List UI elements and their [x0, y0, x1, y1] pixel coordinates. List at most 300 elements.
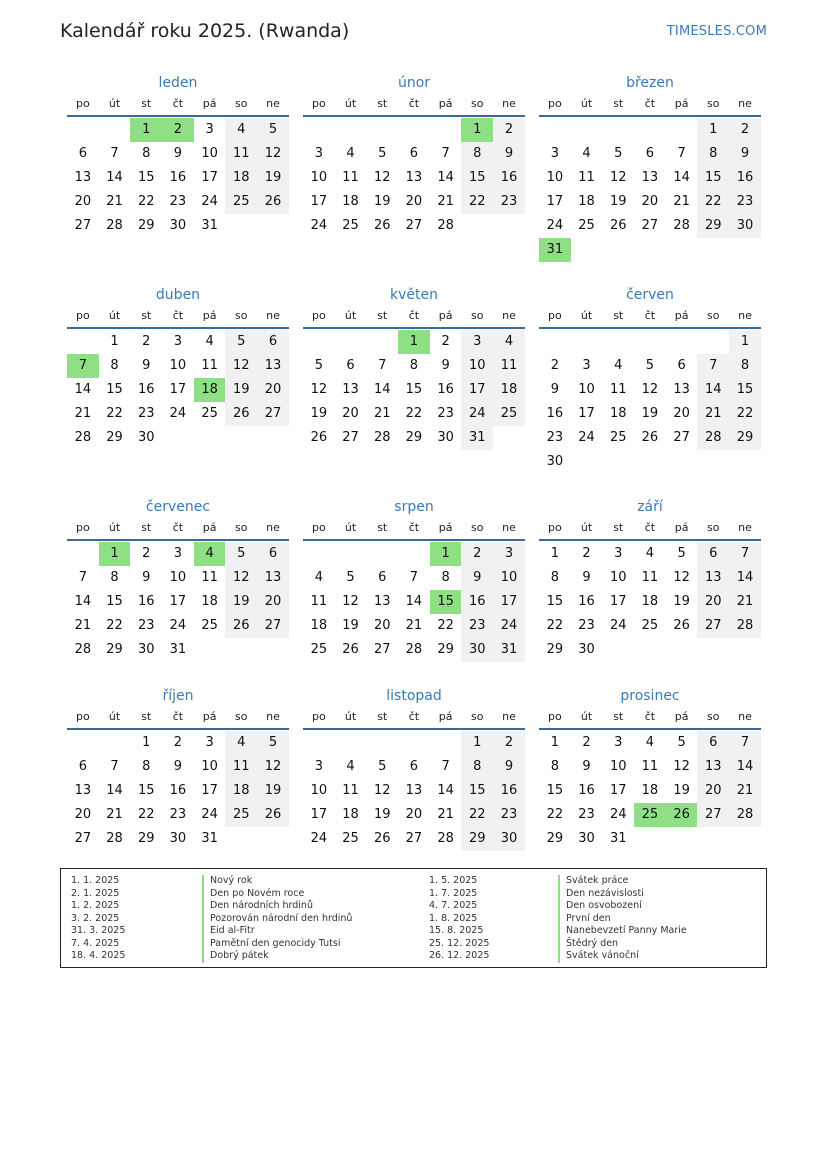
holiday-day[interactable]: 2	[162, 118, 194, 142]
day-cell[interactable]: 23	[169, 194, 187, 209]
day-cell[interactable]: 3	[205, 735, 214, 750]
day-cell[interactable]: 7	[78, 570, 87, 585]
day-cell[interactable]: 27	[405, 831, 423, 846]
day-cell[interactable]: 6	[697, 542, 729, 566]
day-cell[interactable]: 23	[578, 618, 595, 633]
day-cell[interactable]: 19	[225, 590, 257, 614]
day-cell[interactable]: 10	[493, 566, 525, 590]
day-cell[interactable]: 20	[257, 378, 289, 402]
day-cell[interactable]: 17	[461, 378, 493, 402]
day-cell[interactable]: 28	[729, 803, 761, 827]
day-cell[interactable]: 18	[641, 783, 659, 798]
day-cell[interactable]: 5	[346, 570, 355, 585]
day-cell[interactable]: 11	[310, 594, 328, 609]
day-cell[interactable]: 17	[169, 382, 187, 397]
day-cell[interactable]: 8	[550, 759, 559, 774]
day-cell[interactable]: 19	[373, 194, 391, 209]
day-cell[interactable]: 15	[137, 783, 155, 798]
day-cell[interactable]: 26	[373, 831, 391, 846]
day-cell[interactable]: 23	[437, 406, 454, 421]
day-cell[interactable]: 22	[546, 807, 564, 822]
day-cell[interactable]: 22	[437, 618, 454, 633]
day-cell[interactable]: 6	[257, 542, 289, 566]
day-cell[interactable]: 10	[169, 358, 187, 373]
day-cell[interactable]: 11	[342, 170, 359, 185]
day-cell[interactable]: 20	[697, 590, 729, 614]
day-cell[interactable]: 2	[729, 118, 761, 142]
day-cell[interactable]: 25	[201, 618, 218, 633]
day-cell[interactable]: 24	[461, 402, 493, 426]
day-cell[interactable]: 4	[645, 735, 655, 750]
day-cell[interactable]: 11	[225, 755, 257, 779]
day-cell[interactable]: 20	[257, 590, 289, 614]
day-cell[interactable]: 26	[641, 430, 659, 445]
day-cell[interactable]: 20	[74, 194, 92, 209]
day-cell[interactable]: 2	[173, 735, 183, 750]
day-cell[interactable]: 12	[342, 594, 359, 609]
day-cell[interactable]: 31	[461, 426, 493, 450]
day-cell[interactable]: 12	[673, 570, 690, 585]
day-cell[interactable]: 17	[310, 194, 328, 209]
day-cell[interactable]: 24	[578, 430, 595, 445]
day-cell[interactable]: 10	[461, 354, 493, 378]
day-cell[interactable]: 14	[697, 378, 729, 402]
day-cell[interactable]: 25	[578, 218, 595, 233]
day-cell[interactable]: 28	[437, 218, 454, 233]
day-cell[interactable]: 25	[201, 406, 218, 421]
day-cell[interactable]: 27	[373, 642, 391, 657]
day-cell[interactable]: 21	[74, 406, 92, 421]
day-cell[interactable]: 2	[550, 358, 559, 373]
day-cell[interactable]: 10	[609, 759, 627, 774]
day-cell[interactable]: 29	[106, 430, 123, 445]
day-cell[interactable]: 16	[493, 779, 525, 803]
day-cell[interactable]: 19	[225, 378, 257, 402]
day-cell[interactable]: 9	[550, 382, 559, 397]
day-cell[interactable]: 1	[729, 330, 761, 354]
day-cell[interactable]: 8	[110, 358, 119, 373]
day-cell[interactable]: 12	[673, 759, 690, 774]
day-cell[interactable]: 26	[225, 402, 257, 426]
day-cell[interactable]: 13	[405, 170, 423, 185]
day-cell[interactable]: 20	[342, 406, 359, 421]
day-cell[interactable]: 15	[729, 378, 761, 402]
day-cell[interactable]: 14	[74, 594, 92, 609]
day-cell[interactable]: 30	[546, 454, 564, 469]
day-cell[interactable]: 26	[609, 218, 627, 233]
day-cell[interactable]: 23	[137, 406, 155, 421]
day-cell[interactable]: 1	[142, 735, 151, 750]
day-cell[interactable]: 28	[697, 426, 729, 450]
day-cell[interactable]: 17	[609, 783, 627, 798]
day-cell[interactable]: 6	[409, 146, 419, 161]
day-cell[interactable]: 13	[641, 170, 659, 185]
day-cell[interactable]: 20	[673, 406, 690, 421]
day-cell[interactable]: 17	[201, 170, 218, 185]
day-cell[interactable]: 27	[74, 218, 92, 233]
day-cell[interactable]: 21	[729, 590, 761, 614]
day-cell[interactable]: 18	[201, 594, 218, 609]
day-cell[interactable]: 27	[673, 430, 690, 445]
day-cell[interactable]: 27	[641, 218, 659, 233]
holiday-day[interactable]: 1	[130, 118, 162, 142]
day-cell[interactable]: 14	[74, 382, 92, 397]
day-cell[interactable]: 4	[614, 358, 623, 373]
day-cell[interactable]: 25	[641, 618, 659, 633]
day-cell[interactable]: 18	[225, 779, 257, 803]
day-cell[interactable]: 26	[310, 430, 328, 445]
day-cell[interactable]: 12	[609, 170, 627, 185]
day-cell[interactable]: 15	[461, 779, 493, 803]
day-cell[interactable]: 3	[173, 334, 183, 349]
day-cell[interactable]: 25	[493, 402, 525, 426]
day-cell[interactable]: 23	[493, 803, 525, 827]
day-cell[interactable]: 25	[609, 430, 627, 445]
day-cell[interactable]: 21	[437, 807, 454, 822]
day-cell[interactable]: 9	[582, 570, 591, 585]
day-cell[interactable]: 14	[106, 170, 123, 185]
day-cell[interactable]: 7	[110, 146, 119, 161]
day-cell[interactable]: 12	[257, 142, 289, 166]
day-cell[interactable]: 15	[697, 166, 729, 190]
day-cell[interactable]: 24	[201, 807, 218, 822]
day-cell[interactable]: 6	[677, 358, 686, 373]
day-cell[interactable]: 29	[137, 831, 155, 846]
day-cell[interactable]: 11	[609, 382, 627, 397]
day-cell[interactable]: 23	[493, 190, 525, 214]
day-cell[interactable]: 27	[257, 402, 289, 426]
day-cell[interactable]: 10	[201, 146, 218, 161]
day-cell[interactable]: 1	[697, 118, 729, 142]
day-cell[interactable]: 24	[169, 406, 187, 421]
day-cell[interactable]: 13	[697, 755, 729, 779]
day-cell[interactable]: 3	[314, 146, 323, 161]
day-cell[interactable]: 6	[697, 731, 729, 755]
day-cell[interactable]: 27	[697, 803, 729, 827]
day-cell[interactable]: 8	[441, 570, 450, 585]
day-cell[interactable]: 14	[729, 755, 761, 779]
day-cell[interactable]: 13	[257, 566, 289, 590]
holiday-day[interactable]: 1	[430, 542, 462, 566]
day-cell[interactable]: 20	[641, 194, 659, 209]
day-cell[interactable]: 14	[729, 566, 761, 590]
day-cell[interactable]: 25	[310, 642, 328, 657]
day-cell[interactable]: 17	[609, 594, 627, 609]
day-cell[interactable]: 30	[437, 430, 454, 445]
day-cell[interactable]: 3	[173, 546, 183, 561]
holiday-day[interactable]: 1	[461, 118, 493, 142]
day-cell[interactable]: 15	[546, 594, 564, 609]
day-cell[interactable]: 16	[729, 166, 761, 190]
day-cell[interactable]: 16	[461, 590, 493, 614]
day-cell[interactable]: 3	[461, 330, 493, 354]
day-cell[interactable]: 11	[493, 354, 525, 378]
day-cell[interactable]: 28	[729, 614, 761, 638]
day-cell[interactable]: 18	[578, 194, 595, 209]
day-cell[interactable]: 1	[110, 334, 119, 349]
day-cell[interactable]: 28	[405, 642, 423, 657]
day-cell[interactable]: 7	[729, 542, 761, 566]
day-cell[interactable]: 9	[493, 755, 525, 779]
day-cell[interactable]: 10	[609, 570, 627, 585]
holiday-day[interactable]: 25	[634, 803, 666, 827]
day-cell[interactable]: 21	[437, 194, 454, 209]
day-cell[interactable]: 14	[437, 170, 454, 185]
day-cell[interactable]: 11	[201, 358, 218, 373]
day-cell[interactable]: 22	[461, 803, 493, 827]
day-cell[interactable]: 16	[493, 166, 525, 190]
day-cell[interactable]: 20	[697, 779, 729, 803]
day-cell[interactable]: 21	[74, 618, 92, 633]
day-cell[interactable]: 31	[201, 218, 218, 233]
day-cell[interactable]: 10	[201, 759, 218, 774]
day-cell[interactable]: 27	[74, 831, 92, 846]
day-cell[interactable]: 28	[74, 430, 92, 445]
day-cell[interactable]: 21	[729, 779, 761, 803]
day-cell[interactable]: 18	[310, 618, 328, 633]
holiday-day[interactable]: 26	[666, 803, 698, 827]
day-cell[interactable]: 27	[257, 614, 289, 638]
day-cell[interactable]: 12	[310, 382, 328, 397]
day-cell[interactable]: 2	[582, 546, 591, 561]
day-cell[interactable]: 11	[641, 759, 659, 774]
day-cell[interactable]: 23	[578, 807, 595, 822]
day-cell[interactable]: 19	[342, 618, 359, 633]
day-cell[interactable]: 4	[346, 759, 355, 774]
day-cell[interactable]: 2	[461, 542, 493, 566]
day-cell[interactable]: 5	[677, 735, 686, 750]
day-cell[interactable]: 31	[201, 831, 218, 846]
day-cell[interactable]: 26	[342, 642, 359, 657]
day-cell[interactable]: 9	[142, 570, 151, 585]
holiday-day[interactable]: 15	[430, 590, 462, 614]
holiday-day[interactable]: 7	[67, 354, 99, 378]
day-cell[interactable]: 4	[225, 118, 257, 142]
day-cell[interactable]: 19	[641, 406, 659, 421]
day-cell[interactable]: 13	[74, 170, 92, 185]
day-cell[interactable]: 24	[201, 194, 218, 209]
day-cell[interactable]: 15	[405, 382, 423, 397]
day-cell[interactable]: 30	[461, 638, 493, 662]
day-cell[interactable]: 16	[437, 382, 454, 397]
day-cell[interactable]: 2	[582, 735, 591, 750]
day-cell[interactable]: 17	[546, 194, 564, 209]
day-cell[interactable]: 3	[550, 146, 559, 161]
day-cell[interactable]: 12	[641, 382, 659, 397]
day-cell[interactable]: 23	[546, 430, 564, 445]
holiday-day[interactable]: 4	[194, 542, 226, 566]
day-cell[interactable]: 1	[550, 546, 559, 561]
day-cell[interactable]: 11	[342, 783, 359, 798]
day-cell[interactable]: 16	[169, 783, 187, 798]
day-cell[interactable]: 14	[437, 783, 454, 798]
day-cell[interactable]: 19	[257, 779, 289, 803]
day-cell[interactable]: 5	[225, 542, 257, 566]
day-cell[interactable]: 15	[106, 382, 123, 397]
day-cell[interactable]: 8	[697, 142, 729, 166]
day-cell[interactable]: 21	[405, 618, 423, 633]
day-cell[interactable]: 18	[493, 378, 525, 402]
day-cell[interactable]: 2	[142, 546, 151, 561]
day-cell[interactable]: 4	[645, 546, 655, 561]
day-cell[interactable]: 8	[142, 759, 151, 774]
day-cell[interactable]: 18	[342, 807, 359, 822]
day-cell[interactable]: 30	[137, 430, 155, 445]
day-cell[interactable]: 3	[205, 122, 214, 137]
day-cell[interactable]: 29	[546, 642, 564, 657]
day-cell[interactable]: 21	[697, 402, 729, 426]
day-cell[interactable]: 19	[257, 166, 289, 190]
day-cell[interactable]: 13	[74, 783, 92, 798]
day-cell[interactable]: 3	[614, 735, 623, 750]
day-cell[interactable]: 21	[106, 807, 123, 822]
day-cell[interactable]: 30	[578, 642, 595, 657]
day-cell[interactable]: 6	[78, 146, 87, 161]
day-cell[interactable]: 16	[578, 783, 595, 798]
day-cell[interactable]: 29	[137, 218, 155, 233]
day-cell[interactable]: 10	[169, 570, 187, 585]
day-cell[interactable]: 13	[697, 566, 729, 590]
day-cell[interactable]: 22	[405, 406, 423, 421]
day-cell[interactable]: 20	[405, 194, 423, 209]
day-cell[interactable]: 21	[106, 194, 123, 209]
day-cell[interactable]: 17	[201, 783, 218, 798]
day-cell[interactable]: 5	[645, 358, 655, 373]
day-cell[interactable]: 11	[225, 142, 257, 166]
day-cell[interactable]: 7	[441, 759, 450, 774]
day-cell[interactable]: 28	[74, 642, 92, 657]
day-cell[interactable]: 21	[373, 406, 391, 421]
day-cell[interactable]: 14	[673, 170, 690, 185]
day-cell[interactable]: 17	[493, 590, 525, 614]
day-cell[interactable]: 29	[461, 827, 493, 851]
day-cell[interactable]: 16	[578, 594, 595, 609]
day-cell[interactable]: 6	[346, 358, 355, 373]
day-cell[interactable]: 19	[673, 783, 690, 798]
day-cell[interactable]: 8	[110, 570, 119, 585]
day-cell[interactable]: 24	[493, 614, 525, 638]
day-cell[interactable]: 6	[78, 759, 87, 774]
day-cell[interactable]: 26	[373, 218, 391, 233]
day-cell[interactable]: 30	[493, 827, 525, 851]
day-cell[interactable]: 12	[373, 783, 391, 798]
day-cell[interactable]: 29	[437, 642, 454, 657]
day-cell[interactable]: 29	[106, 642, 123, 657]
day-cell[interactable]: 27	[697, 614, 729, 638]
day-cell[interactable]: 29	[546, 831, 564, 846]
day-cell[interactable]: 30	[137, 642, 155, 657]
day-cell[interactable]: 27	[405, 218, 423, 233]
day-cell[interactable]: 20	[405, 807, 423, 822]
day-cell[interactable]: 31	[493, 638, 525, 662]
day-cell[interactable]: 25	[342, 831, 359, 846]
day-cell[interactable]: 22	[106, 618, 123, 633]
day-cell[interactable]: 5	[257, 118, 289, 142]
day-cell[interactable]: 13	[405, 783, 423, 798]
day-cell[interactable]: 13	[673, 382, 690, 397]
day-cell[interactable]: 8	[461, 142, 493, 166]
day-cell[interactable]: 29	[697, 214, 729, 238]
day-cell[interactable]: 15	[546, 783, 564, 798]
day-cell[interactable]: 9	[142, 358, 151, 373]
day-cell[interactable]: 19	[609, 194, 627, 209]
day-cell[interactable]: 15	[137, 170, 155, 185]
day-cell[interactable]: 10	[310, 783, 328, 798]
day-cell[interactable]: 5	[614, 146, 623, 161]
day-cell[interactable]: 2	[142, 334, 151, 349]
day-cell[interactable]: 5	[378, 759, 387, 774]
day-cell[interactable]: 9	[729, 142, 761, 166]
day-cell[interactable]: 30	[729, 214, 761, 238]
day-cell[interactable]: 25	[225, 803, 257, 827]
day-cell[interactable]: 22	[697, 190, 729, 214]
day-cell[interactable]: 30	[169, 831, 187, 846]
day-cell[interactable]: 22	[461, 190, 493, 214]
day-cell[interactable]: 5	[314, 358, 323, 373]
day-cell[interactable]: 4	[493, 330, 525, 354]
day-cell[interactable]: 16	[546, 406, 564, 421]
day-cell[interactable]: 7	[677, 146, 686, 161]
day-cell[interactable]: 31	[169, 642, 187, 657]
day-cell[interactable]: 14	[373, 382, 391, 397]
day-cell[interactable]: 20	[373, 618, 391, 633]
day-cell[interactable]: 8	[409, 358, 419, 373]
day-cell[interactable]: 6	[378, 570, 387, 585]
day-cell[interactable]: 15	[461, 166, 493, 190]
day-cell[interactable]: 31	[609, 831, 627, 846]
day-cell[interactable]: 18	[609, 406, 627, 421]
day-cell[interactable]: 5	[257, 731, 289, 755]
day-cell[interactable]: 24	[609, 618, 627, 633]
day-cell[interactable]: 14	[106, 783, 123, 798]
day-cell[interactable]: 4	[582, 146, 591, 161]
day-cell[interactable]: 9	[173, 146, 183, 161]
day-cell[interactable]: 24	[609, 807, 627, 822]
day-cell[interactable]: 11	[201, 570, 218, 585]
day-cell[interactable]: 13	[342, 382, 359, 397]
day-cell[interactable]: 7	[110, 759, 119, 774]
day-cell[interactable]: 5	[225, 330, 257, 354]
day-cell[interactable]: 30	[169, 218, 187, 233]
day-cell[interactable]: 16	[169, 170, 187, 185]
day-cell[interactable]: 10	[310, 170, 328, 185]
day-cell[interactable]: 9	[493, 142, 525, 166]
day-cell[interactable]: 28	[673, 218, 690, 233]
day-cell[interactable]: 22	[137, 807, 155, 822]
day-cell[interactable]: 23	[169, 807, 187, 822]
day-cell[interactable]: 16	[137, 382, 155, 397]
day-cell[interactable]: 22	[137, 194, 155, 209]
day-cell[interactable]: 21	[673, 194, 690, 209]
holiday-day[interactable]: 18	[194, 378, 226, 402]
day-cell[interactable]: 5	[378, 146, 387, 161]
day-cell[interactable]: 14	[405, 594, 423, 609]
day-cell[interactable]: 22	[729, 402, 761, 426]
day-cell[interactable]: 1	[550, 735, 559, 750]
day-cell[interactable]: 8	[550, 570, 559, 585]
day-cell[interactable]: 29	[729, 426, 761, 450]
day-cell[interactable]: 8	[461, 755, 493, 779]
holiday-day[interactable]: 1	[99, 542, 131, 566]
day-cell[interactable]: 3	[582, 358, 591, 373]
day-cell[interactable]: 5	[677, 546, 686, 561]
day-cell[interactable]: 7	[378, 358, 387, 373]
day-cell[interactable]: 26	[257, 803, 289, 827]
day-cell[interactable]: 10	[578, 382, 595, 397]
day-cell[interactable]: 22	[106, 406, 123, 421]
day-cell[interactable]: 23	[461, 614, 493, 638]
day-cell[interactable]: 23	[729, 190, 761, 214]
